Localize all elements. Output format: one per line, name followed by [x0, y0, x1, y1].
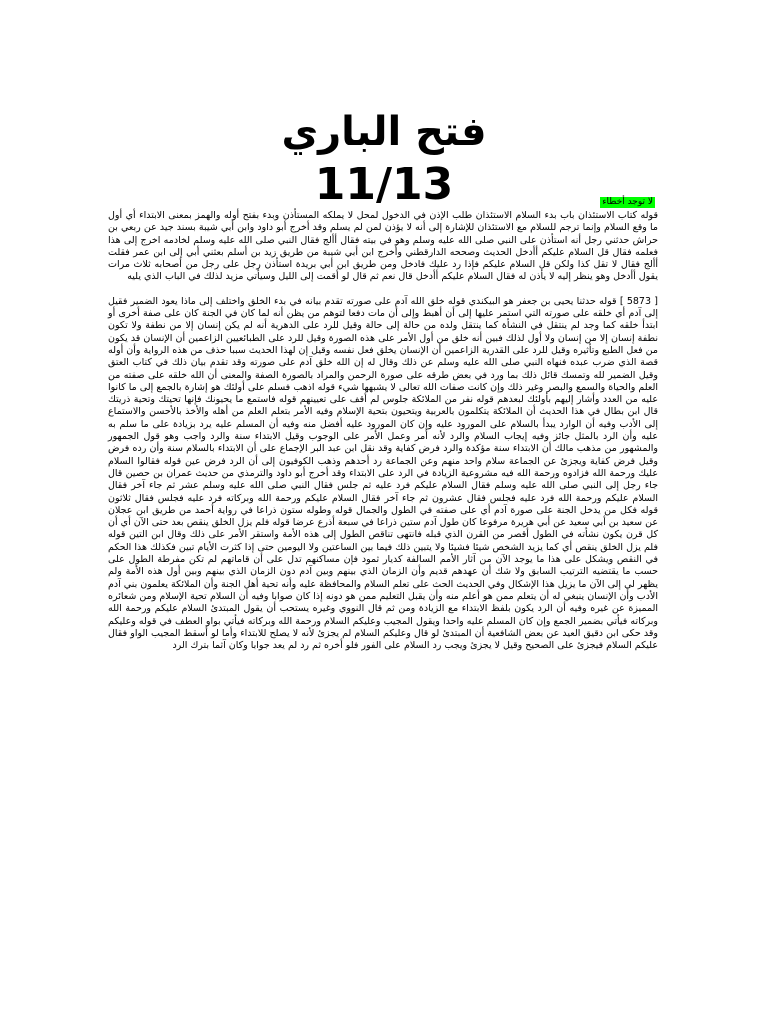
status-badge: لا توجد أخطاء — [602, 197, 653, 207]
volume-number: 11/13 — [314, 159, 454, 210]
paragraph-hadith-5873: [ 5873 ] قوله حدثنا يحيى بن جعفر هو البيكندي قوله خلق الله آدم على صورته تقدم بيانه في بدء الخلق واختلف إلى ماذا يعود الضمير فقيل إلى آدم أي خلقه على صورته التي استمر عليها إلى أن أهبط وإلى أن مات دفعا لتوهم من يظن أنه لما كان في الجنة كان على صفة أخرى أو ابتدأ خلقه كما وجد لم ينتقل في النشأة كما ينتقل ولده من حالة إلى حالة وقيل للرد على الدهرية أنه لم يكن إنسان إلا من نطفة ولا تكون نطفة إنسان إلا من إنسان ولا أول لذلك فبين أنه خلق من أول الأمر على هذه الصورة وقيل للرد على الطبائعيين الزاعمين أن الإنسان قد يكون من فعل الطبع وتأثيره وقيل للرد على القدرية الزاعمين أن الإنسان يخلق فعل نفسه وقيل إن لهذا الحديث سببا حذف من هذه الرواية وأن أوله قصة الذي ضرب عبده فنهاه النبي صلى الله عليه وسلم عن ذلك وقال له إن الله خلق آدم على صورته وقد تقدم بيان ذلك في كتاب العتق وقيل الضمير لله وتمسك قائل ذلك بما ورد في بعض طرقه على صورة الرحمن والمراد بالصورة الصفة والمعنى أن الله خلقه على صفته من العلم والحياة والسمع والبصر وغير ذلك وإن كانت صفات الله تعالى لا يشبهها شيء قوله اذهب فسلم على أولئك هو إشارة بالجمع إلى ما كانوا عليه من العدد وأشار إليهم بأولئك لبعدهم قوله نفر من الملائكة جلوس لم أقف على تعيينهم قوله فاستمع ما يحيونك فإنها تحيتك وتحية ذريتك قال ابن بطال في هذا الحديث أن الملائكة يتكلمون بالعربية ويتحيون بتحية الإسلام وفيه الأمر بتعلم العلم من أهله والأخذ بالأحسن والاستماع إلى الأدب وفيه أن الوارد يبدأ بالسلام على المورود عليه وإن كان المورود عليه أفضل منه وفيه أن المسلم عليه يرد بزيادة على ما سلم به عليه وأن الرد بالمثل جائز وفيه إيجاب السلام والرد لأنه أمر وعمل الأمر على الوجوب وقيل الابتداء سنة والرد واجب وهو قول الجمهور والمشهور من مذهب مالك أن الابتداء سنة مؤكدة والرد فرض كفاية وقد نقل ابن عبد البر الإجماع على أن الابتداء بالسلام سنة وأن رده فرض وقيل فرض كفاية ويجزئ عن الجماعة سلام واحد منهم وعن الجماعة رد أحدهم وذهب الكوفيون إلى أن الرد فرض عين قوله فقالوا السلام عليك ورحمة الله فزادوه ورحمة الله فيه مشروعية الزيادة في الرد على الابتداء وقد أخرج أبو داود والترمذي من حديث عمران بن حصين قال جاء رجل إلى النبي صلى الله عليه وسلم فقال السلام عليكم فرد عليه ثم جلس فقال النبي صلى الله عليه وسلم عشر ثم جاء آخر فقال السلام عليكم ورحمة الله فرد عليه فجلس فقال عشرون ثم جاء آخر فقال السلام عليكم ورحمة الله وبركاته فرد عليه فجلس فقال ثلاثون قوله فكل من يدخل الجنة على صورة آدم أي على صفته في الطول والجمال قوله وطوله ستون ذراعا في رواية أحمد من طريق ابن عجلان عن سعيد بن أبي سعيد عن أبي هريرة مرفوعا كان طول آدم ستين ذراعا في سبعة أذرع عرضا قوله فلم يزل الخلق ينقص بعد حتى الآن أي أن كل قرن يكون نشأته في الطول أقصر من القرن الذي قبله فانتهى تناقص الطول إلى هذه الأمة واستقر الأمر على ذلك وقال ابن التين قوله فلم يزل الخلق ينقص أي كما يزيد الشخص شيئا فشيئا ولا يتبين ذلك فيما بين الساعتين ولا اليومين حتى إذا كثرت الأيام تبين فكذلك هذا الحكم في النقص ويشكل على هذا ما يوجد الآن من آثار الأمم السالفة كديار ثمود فإن مساكنهم تدل على أن قاماتهم لم تكن مفرطة الطول على حسب ما يقتضيه الترتيب السابق ولا شك أن عهدهم قديم وأن الزمان الذي بينهم وبين آدم دون الزمان الذي بينهم وبين أول هذه الأمة ولم يظهر لي إلى الآن ما يزيل هذا الإشكال وفي الحديث الحث على تعلم السلام والمحافظة عليه وأنه تحية أهل الجنة وأن الملائكة يعلمون بني آدم الأدب وأن الإنسان ينبغي له أن يتعلم ممن هو أعلم منه وأن يقبل التعليم ممن هو دونه إذا كان صوابا وفيه أن السلام تحية الإسلام ومن شعائره المميزة عن غيره وفيه أن الرد يكون بلفظ الابتداء مع الزيادة ومن ثم قال النووي وغيره يستحب أن يقول المبتدئ السلام عليكم ورحمة الله وبركاته فيأتي بضمير الجمع وإن كان المسلم عليه واحدا ويقول المجيب وعليكم السلام ورحمة الله وبركاته فيأتي بواو العطف في قوله وعليكم وقد حكى ابن دقيق العيد عن بعض الشافعية أن المبتدئ لو قال وعليكم السلام لم يجزئ لأنه لا يصلح للابتداء وأما لو أسقط المجيب الواو فقال عليكم السلام فيجزئ على الصحيح وقيل لا يجزئ ويجب رد السلام على الفور فلو أخره ثم رد لم يعد جوابا وكان آثما بترك الرد — [108, 295, 658, 652]
body-text — [108, 210, 658, 664]
paragraph-intro: قوله كتاب الاستئذان باب بدء السلام الاستئذان طلب الإذن في الدخول لمحل لا يملكه المستأذن وبدء بفتح أوله والهمز بمعنى الابتداء أي أول ما وقع السلام وإنما ترجم للسلام مع الاستئذان للإشارة إلى أنه لا يؤذن لمن لم يسلم وقد أخرج أبو داود وابن أبي شيبة بسند جيد عن ربعي بن حراش حدثني رجل أنه استأذن على النبي صلى الله عليه وسلم وهو في بيته فقال أألج فقال النبي صلى الله عليه وسلم لخادمه اخرج إلى هذا فعلمه فقال قل السلام عليكم أأدخل الحديث وصححه الدارقطني وأخرج ابن أبي شيبة من طريق زيد بن أسلم بعثني أبي إلى ابن عمر فقلت أألج فقال لا تقل كذا ولكن قل السلام عليكم فإذا رد عليك فادخل ومن طريق ابن أبي بريدة استأذن رجل على رجل من أصحابه ثلاث مرات يقول أأدخل وهو ينظر إليه لا يأذن له فقال السلام عليكم أأدخل قال نعم ثم قال لو أقمت إلى الليل وسيأتي مزيد لذلك في الباب الذي يليه — [108, 210, 658, 283]
book-title: فتح الباري — [281, 109, 487, 155]
